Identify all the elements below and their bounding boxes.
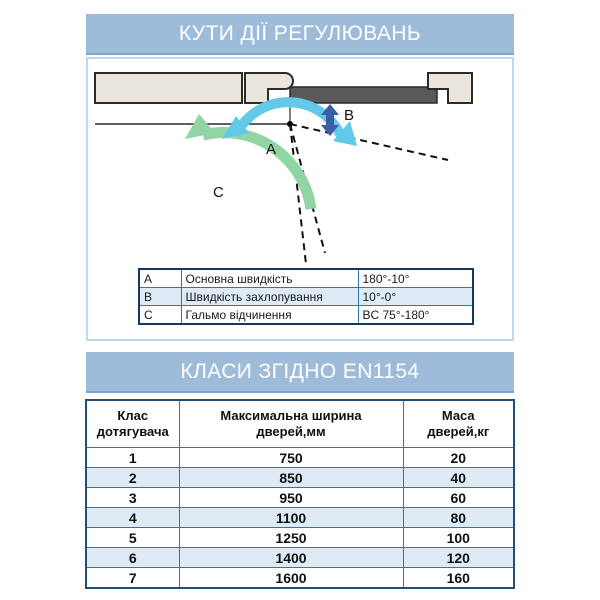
label-c: C <box>213 184 224 201</box>
class-cell: 3 <box>86 488 179 508</box>
table-row <box>86 508 514 528</box>
mass-cell: 80 <box>403 508 514 528</box>
table-row <box>86 488 514 508</box>
width-cell: 1100 <box>179 508 403 528</box>
mass-cell: 40 <box>403 468 514 488</box>
width-cell: 1250 <box>179 528 403 548</box>
class-cell: 6 <box>86 548 179 568</box>
closer-slide-rail <box>290 87 437 103</box>
class-cell: 1 <box>86 448 179 468</box>
mass-cell: 20 <box>403 448 514 468</box>
class-cell: 2 <box>86 468 179 488</box>
width-cell: 1400 <box>179 548 403 568</box>
col-header-width: Максимальна ширина дверей,мм <box>179 400 403 448</box>
class-cell: 4 <box>86 508 179 528</box>
section2-title-bar <box>86 352 514 393</box>
adjustment-key: C <box>139 306 181 325</box>
col-header-mass: Маса дверей,кг <box>403 400 514 448</box>
en1154-classes-table <box>85 399 515 589</box>
table-row <box>86 528 514 548</box>
table-row <box>86 568 514 589</box>
adjustment-key: B <box>139 288 181 306</box>
table-row <box>139 269 473 288</box>
width-cell: 750 <box>179 448 403 468</box>
latch-angle-line <box>290 124 448 160</box>
mass-cell: 60 <box>403 488 514 508</box>
mass-cell: 160 <box>403 568 514 589</box>
width-cell: 850 <box>179 468 403 488</box>
adjustment-name: Швидкість захлопування <box>181 288 358 306</box>
table-row <box>86 448 514 468</box>
label-b: B <box>344 107 355 124</box>
mass-cell: 120 <box>403 548 514 568</box>
table-row <box>139 306 473 325</box>
table-header-row <box>86 400 514 448</box>
adjustment-key: A <box>139 269 181 288</box>
adjustment-name: Основна швидкість <box>181 269 358 288</box>
adjustment-table <box>138 268 474 325</box>
section2-title: КЛАСИ ЗГІДНО EN1154 <box>180 359 420 383</box>
col-header-class: Клас дотягувача <box>86 400 179 448</box>
label-a: A <box>266 141 277 158</box>
adjustment-range: 180°-10° <box>358 269 473 288</box>
table-row <box>86 548 514 568</box>
door-leaf <box>95 73 242 103</box>
width-cell: 1600 <box>179 568 403 589</box>
adjustment-range: BC 75°-180° <box>358 306 473 325</box>
width-cell: 950 <box>179 488 403 508</box>
section1-title: КУТИ ДІЇ РЕГУЛЮВАНЬ <box>178 21 422 45</box>
class-cell: 5 <box>86 528 179 548</box>
adjustment-range: 10°-0° <box>358 288 473 306</box>
table-row <box>139 288 473 306</box>
section1-title-bar <box>86 14 514 55</box>
adjustment-name: Гальмо відчинення <box>181 306 358 325</box>
class-cell: 7 <box>86 568 179 589</box>
mass-cell: 100 <box>403 528 514 548</box>
table-row <box>86 468 514 488</box>
diagram-box <box>86 57 514 341</box>
